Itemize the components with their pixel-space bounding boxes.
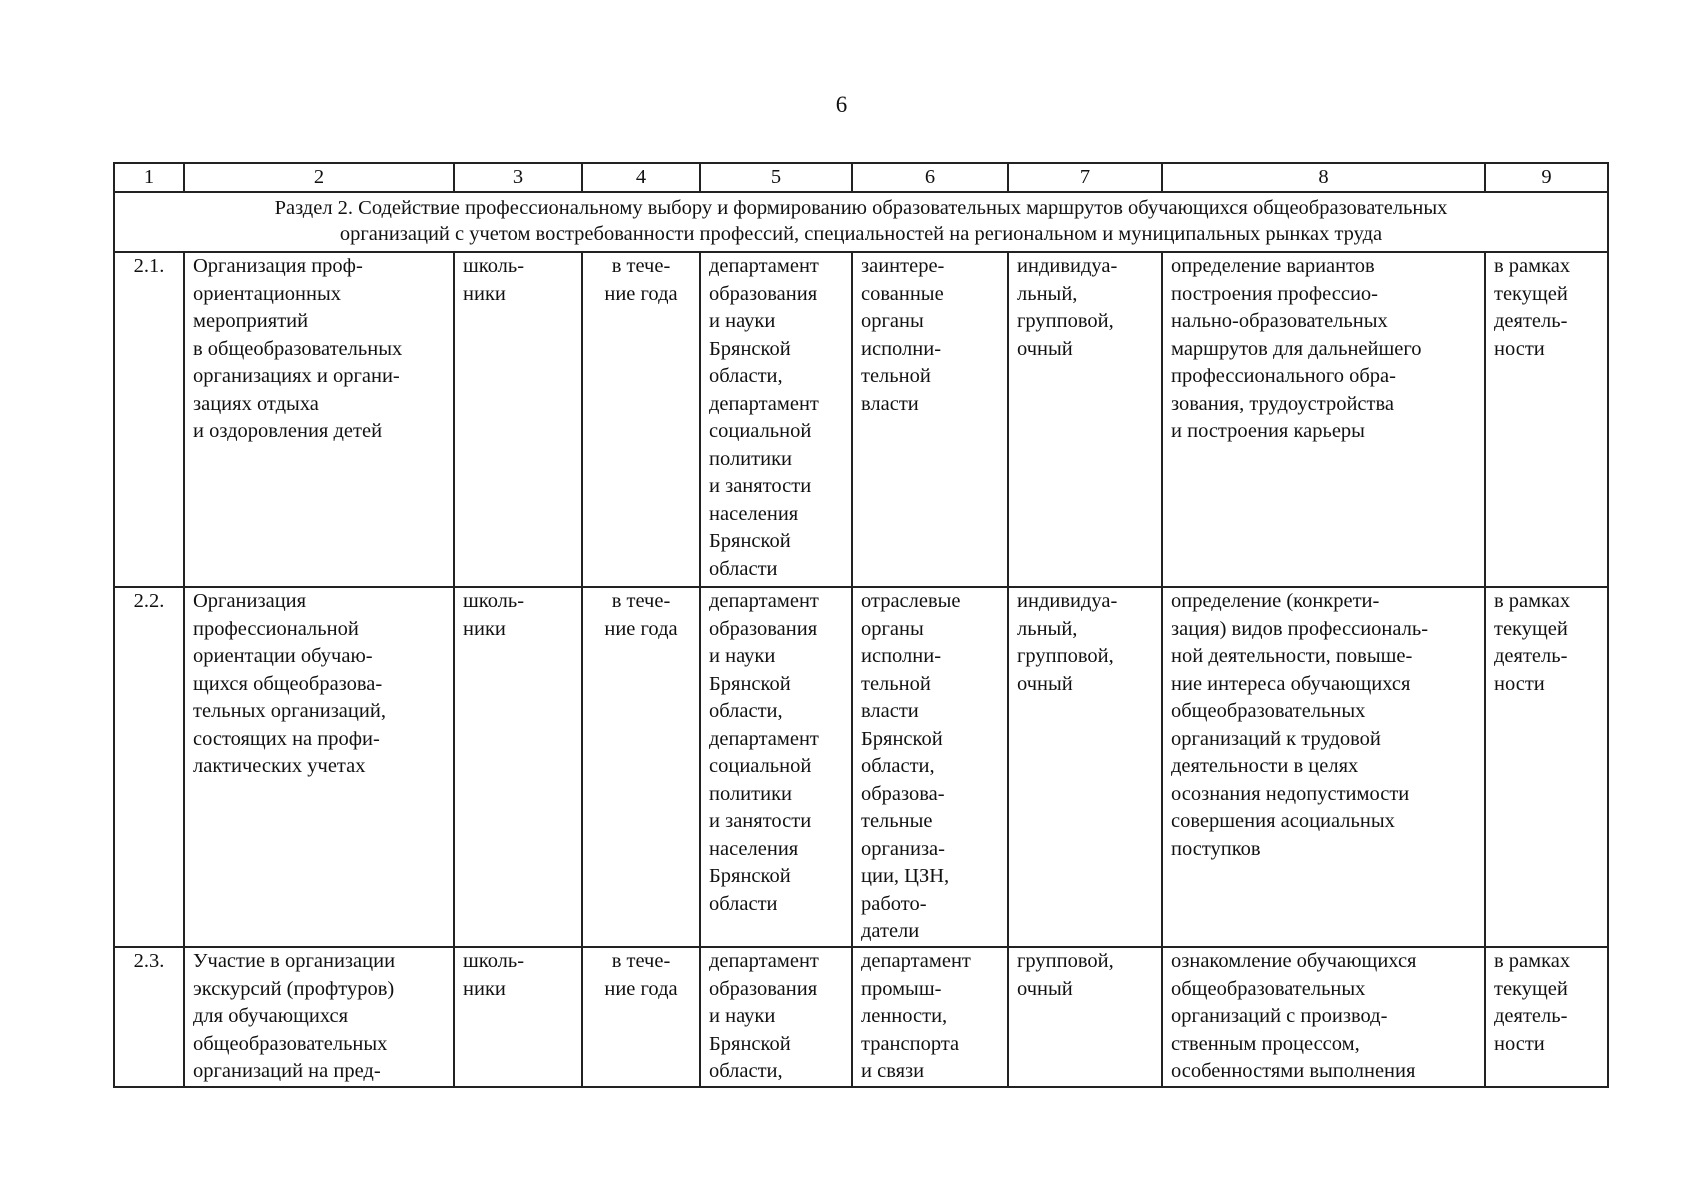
form-cell xyxy=(1008,947,1162,1087)
cell-line: текущей xyxy=(1494,977,1568,1000)
partners-cell xyxy=(852,947,1008,1087)
cell-line: общеобразовательных xyxy=(1171,977,1366,1000)
partners-cell xyxy=(852,252,1008,587)
cell-line: в рамках xyxy=(1494,590,1571,612)
column-number-row xyxy=(114,163,1608,192)
cell-line: совершения асоциальных xyxy=(1171,810,1395,832)
cell-line: деятель- xyxy=(1494,645,1568,667)
cell-line: школь- xyxy=(463,950,525,972)
cell-line: организаций с производ- xyxy=(1171,1005,1388,1027)
cell-line: организаций на пред- xyxy=(193,1060,381,1082)
column-number: 1 xyxy=(114,163,184,192)
partners-cell xyxy=(852,587,1008,947)
participants-cell xyxy=(454,587,582,947)
cell-line: деятельности в целях xyxy=(1171,755,1359,777)
cell-line: нально-образовательных xyxy=(1171,310,1388,332)
cell-line: органы xyxy=(861,617,924,640)
table-row xyxy=(114,587,1608,947)
cell-line: исполни- xyxy=(861,337,942,360)
cell-line: организациях и органи- xyxy=(193,365,400,387)
cell-line: Брянской xyxy=(709,337,791,360)
cell-line: ники xyxy=(463,977,506,1000)
cell-line: департамент xyxy=(709,255,819,277)
cell-line: в тече- xyxy=(611,255,671,277)
cell-line: деятель- xyxy=(1494,310,1568,332)
cell-line: промыш- xyxy=(861,977,942,1000)
cell-line: ние года xyxy=(604,617,678,640)
cell-line: в тече- xyxy=(611,950,671,972)
period-cell xyxy=(582,252,700,587)
cell-line: образования xyxy=(709,977,818,1000)
cell-line: власти xyxy=(861,392,919,415)
cell-line: маршрутов для дальнейшего xyxy=(1171,337,1422,360)
cell-line: и построения карьеры xyxy=(1171,420,1365,442)
form-cell xyxy=(1008,587,1162,947)
cell-line: в тече- xyxy=(611,590,671,612)
cell-line: общеобразовательных xyxy=(193,1032,388,1055)
cell-line: департамент xyxy=(709,590,819,612)
item-number: 2.3. xyxy=(114,947,184,1087)
cell-line: школь- xyxy=(463,590,525,612)
participants-cell xyxy=(454,947,582,1087)
column-number: 8 xyxy=(1162,163,1485,192)
form-cell xyxy=(1008,252,1162,587)
cell-line: ориентации обучаю- xyxy=(193,645,373,667)
cell-line: исполни- xyxy=(861,645,942,667)
cell-line: индивидуа- xyxy=(1017,255,1118,277)
cell-line: зования, трудоустройства xyxy=(1171,392,1394,415)
cell-line: политики xyxy=(709,447,793,470)
cell-line: области, xyxy=(709,1060,783,1082)
cell-line: льный, xyxy=(1017,282,1078,305)
cell-line: школь- xyxy=(463,255,525,277)
cell-line: осознания недопустимости xyxy=(1171,782,1410,805)
cell-line: общеобразовательных xyxy=(1171,700,1366,722)
participants-cell xyxy=(454,252,582,587)
cell-line: Брянской xyxy=(709,672,791,695)
cell-line: ственным процессом, xyxy=(1171,1032,1360,1055)
cell-line: Брянской xyxy=(709,865,791,887)
table-row xyxy=(114,252,1608,587)
cell-line: Брянской xyxy=(861,727,943,750)
responsible-cell xyxy=(700,947,852,1087)
table-row xyxy=(114,947,1608,1087)
funding-cell xyxy=(1485,252,1608,587)
funding-cell xyxy=(1485,587,1608,947)
cell-line: департамент xyxy=(709,392,819,415)
cell-line: ориентационных xyxy=(193,282,342,305)
cell-line: работо- xyxy=(861,892,927,915)
cell-line: ности xyxy=(1494,1032,1545,1055)
cell-line: профессиональной xyxy=(193,617,359,640)
cell-line: в рамках xyxy=(1494,950,1571,972)
cell-line: поступков xyxy=(1171,837,1261,860)
section-title-line: организаций с учетом востребованности профессий, специальностей на региональном и муниципальных рынках труда xyxy=(339,223,1383,245)
result-cell xyxy=(1162,252,1485,587)
cell-line: текущей xyxy=(1494,282,1568,305)
cell-line: ленности, xyxy=(861,1005,948,1027)
cell-line: профессионального обра- xyxy=(1171,365,1396,387)
item-number: 2.2. xyxy=(114,587,184,947)
cell-line: политики xyxy=(709,782,793,805)
cell-line: тельной xyxy=(861,365,931,387)
cell-line: социальной xyxy=(709,755,812,777)
cell-line: и науки xyxy=(709,645,776,667)
cell-line: Брянской xyxy=(709,530,791,552)
cell-line: и связи xyxy=(861,1060,925,1082)
cell-line: групповой, xyxy=(1017,310,1114,332)
cell-line: в общеобразовательных xyxy=(193,337,403,360)
period-cell xyxy=(582,947,700,1087)
cell-line: льный, xyxy=(1017,617,1078,640)
cell-line: области, xyxy=(861,755,935,777)
cell-line: очный xyxy=(1017,672,1073,695)
cell-line: области xyxy=(709,892,778,915)
cell-line: определение (конкрети- xyxy=(1171,590,1380,612)
cell-line: сованные xyxy=(861,282,944,305)
cell-line: области, xyxy=(709,365,783,387)
responsible-cell xyxy=(700,252,852,587)
cell-line: определение вариантов xyxy=(1171,255,1375,277)
cell-line: и занятости xyxy=(709,810,812,832)
period-cell xyxy=(582,587,700,947)
cell-line: экскурсий (профтуров) xyxy=(193,977,395,1000)
section-title xyxy=(114,192,1608,252)
cell-line: организаций к трудовой xyxy=(1171,727,1381,750)
column-number: 5 xyxy=(700,163,852,192)
cell-line: и науки xyxy=(709,1005,776,1027)
responsible-cell xyxy=(700,587,852,947)
cell-line: построения профессио- xyxy=(1171,282,1378,305)
cell-line: для обучающихся xyxy=(193,1005,349,1027)
column-number: 4 xyxy=(582,163,700,192)
funding-cell xyxy=(1485,947,1608,1087)
cell-line: тельные xyxy=(861,810,933,832)
cell-line: ники xyxy=(463,617,506,640)
cell-line: очный xyxy=(1017,337,1073,360)
cell-line: ции, ЦЗН, xyxy=(861,865,950,887)
column-number: 7 xyxy=(1008,163,1162,192)
cell-line: департамент xyxy=(709,950,819,972)
activity-cell xyxy=(184,947,454,1087)
section-title-row xyxy=(114,192,1608,252)
cell-line: ности xyxy=(1494,672,1545,695)
cell-line: заинтере- xyxy=(861,255,945,277)
cell-line: текущей xyxy=(1494,617,1568,640)
cell-line: групповой, xyxy=(1017,950,1114,972)
cell-line: транспорта xyxy=(861,1032,960,1055)
cell-line: зация) видов профессиональ- xyxy=(1171,617,1429,640)
cell-line: групповой, xyxy=(1017,645,1114,667)
cell-line: особенностями выполнения xyxy=(1171,1060,1416,1082)
cell-line: в рамках xyxy=(1494,255,1571,277)
cell-line: и оздоровления детей xyxy=(193,420,383,442)
column-number: 2 xyxy=(184,163,454,192)
cell-line: мероприятий xyxy=(193,310,309,332)
cell-line: ние года xyxy=(604,282,678,305)
cell-line: очный xyxy=(1017,977,1073,1000)
cell-line: Организация xyxy=(193,590,307,612)
cell-line: состоящих на профи- xyxy=(193,727,380,750)
item-number: 2.1. xyxy=(114,252,184,587)
cell-line: населения xyxy=(709,837,799,860)
cell-line: департамент xyxy=(709,727,819,750)
cell-line: области, xyxy=(709,700,783,722)
result-cell xyxy=(1162,947,1485,1087)
cell-line: Участие в организации xyxy=(193,950,396,972)
column-number: 9 xyxy=(1485,163,1608,192)
cell-line: и науки xyxy=(709,310,776,332)
cell-line: ной деятельности, повыше- xyxy=(1171,645,1413,667)
cell-line: зациях отдыха xyxy=(193,392,319,415)
page-number: 6 xyxy=(835,92,848,117)
cell-line: индивидуа- xyxy=(1017,590,1118,612)
column-number: 3 xyxy=(454,163,582,192)
cell-line: органы xyxy=(861,310,924,332)
cell-line: образования xyxy=(709,282,818,305)
cell-line: лактических учетах xyxy=(193,755,366,777)
cell-line: социальной xyxy=(709,420,812,442)
cell-line: области xyxy=(709,557,778,580)
cell-line: образования xyxy=(709,617,818,640)
cell-line: департамент xyxy=(861,950,971,972)
section-title-line: Раздел 2. Содействие профессиональному выбору и формированию образовательных маршрутов обучающихся общеобразовательных xyxy=(274,197,1448,219)
cell-line: тельных организаций, xyxy=(193,700,386,722)
cell-line: населения xyxy=(709,502,799,525)
column-number: 6 xyxy=(852,163,1008,192)
activity-cell xyxy=(184,587,454,947)
cell-line: власти xyxy=(861,700,919,722)
cell-line: ознакомление обучающихся xyxy=(1171,950,1417,972)
cell-line: Организация проф- xyxy=(193,255,363,277)
cell-line: ности xyxy=(1494,337,1545,360)
result-cell xyxy=(1162,587,1485,947)
cell-line: щихся общеобразова- xyxy=(193,672,383,695)
cell-line: ники xyxy=(463,282,506,305)
cell-line: датели xyxy=(861,920,920,942)
cell-line: Брянской xyxy=(709,1032,791,1055)
activity-cell xyxy=(184,252,454,587)
cell-line: организа- xyxy=(861,837,945,860)
cell-line: ние интереса обучающихся xyxy=(1171,672,1411,695)
cell-line: тельной xyxy=(861,672,931,695)
cell-line: деятель- xyxy=(1494,1005,1568,1027)
measures-table xyxy=(113,162,1609,1088)
cell-line: образова- xyxy=(861,782,945,805)
cell-line: отраслевые xyxy=(861,590,961,612)
cell-line: и занятости xyxy=(709,475,812,497)
cell-line: ние года xyxy=(604,977,678,1000)
